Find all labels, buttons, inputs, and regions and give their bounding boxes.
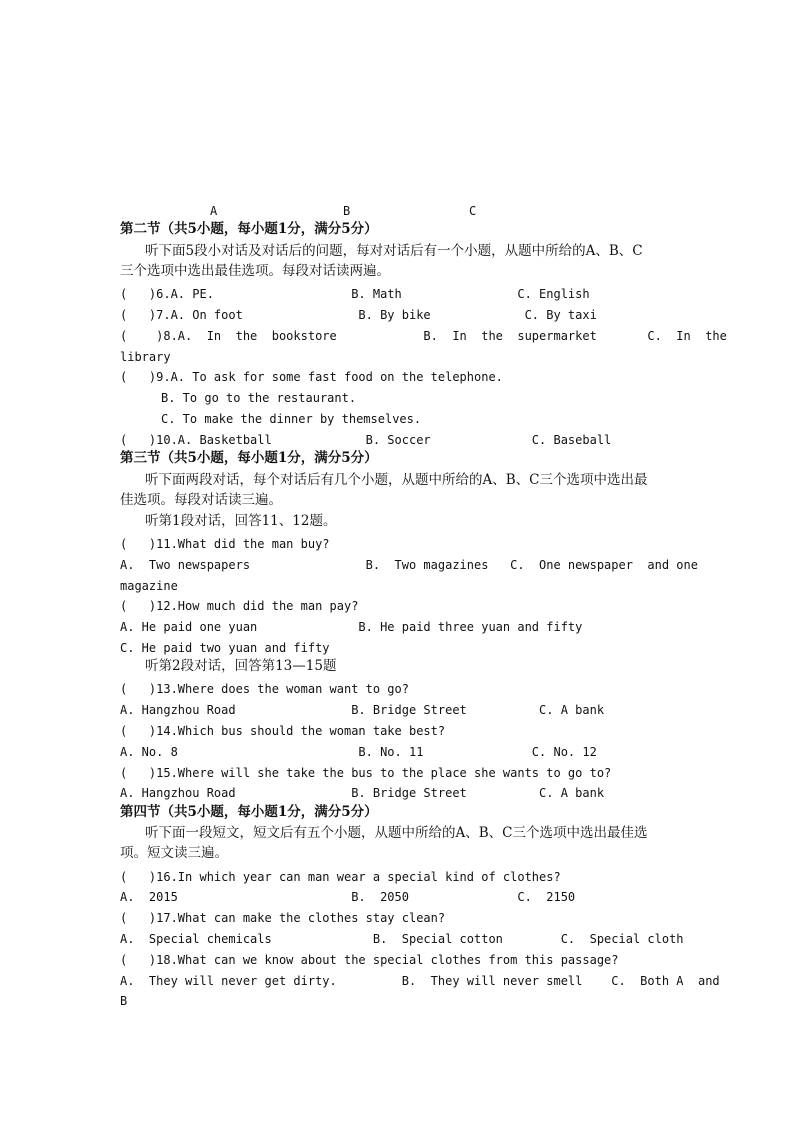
- question-16-options: A. 2015 B. 2050 C. 2150: [120, 890, 576, 904]
- question-17-options: A. Special chemicals B. Special cotton C. Special cloth: [120, 932, 684, 946]
- image-label-a: A: [210, 204, 218, 218]
- question-18-options: A. They will never get dirty. B. They will never smell C. Both A and: [120, 974, 720, 988]
- question-18: ( )18.What can we know about the special clothes from this passage?: [120, 953, 619, 967]
- question-9: ( )9.A. To ask for some fast food on the telephone.: [120, 370, 503, 384]
- question-12: ( )12.How much did the man pay?: [120, 599, 359, 613]
- dialogue-2-note: 听第2段对话，回答第13—15题: [145, 658, 337, 674]
- section2-instruction-cont: 三个选项中选出最佳选项。每段对话读两遍。: [120, 263, 390, 279]
- section3-instruction: 听下面两段对话，每个对话后有几个小题，从题中所给的A、B、C三个选项中选出最: [145, 472, 648, 488]
- question-11-options-cont: magazine: [120, 579, 178, 593]
- question-11-options: A. Two newspapers B. Two magazines C. One newspaper and one: [120, 558, 698, 572]
- section2-instruction: 听下面5段小对话及对话后的问题，每对对话后有一个小题，从题中所给的A、B、C: [145, 243, 643, 259]
- section4-instruction-cont: 项。短文读三遍。: [120, 845, 228, 861]
- question-18-options-cont: B: [120, 994, 128, 1008]
- question-13-options: A. Hangzhou Road B. Bridge Street C. A bank: [120, 703, 605, 717]
- question-16: ( )16.In which year can man wear a special kind of clothes?: [120, 870, 561, 884]
- question-15: ( )15.Where will she take the bus to the place she wants to go to?: [120, 766, 612, 780]
- image-label-c: C: [469, 204, 477, 218]
- question-14-options: A. No. 8 B. No. 11 C. No. 12: [120, 745, 597, 759]
- question-15-options: A. Hangzhou Road B. Bridge Street C. A bank: [120, 786, 605, 800]
- question-12-options: A. He paid one yuan B. He paid three yuan and fifty: [120, 620, 583, 634]
- question-10: ( )10.A. Basketball B. Soccer C. Baseball: [120, 433, 612, 447]
- dialogue-1-note: 听第1段对话，回答11、12题。: [145, 513, 337, 529]
- question-11: ( )11.What did the man buy?: [120, 537, 330, 551]
- question-12-option-c: C. He paid two yuan and fifty: [120, 641, 330, 655]
- question-9-option-b: B. To go to the restaurant.: [161, 391, 357, 405]
- section4-instruction: 听下面一段短文，短文后有五个小题，从题中所给的A、B、C三个选项中选出最佳选: [145, 825, 648, 841]
- section3-instruction-cont: 佳选项。每段对话读三遍。: [120, 492, 282, 508]
- question-17: ( )17.What can make the clothes stay clean?: [120, 911, 446, 925]
- question-6: ( )6.A. PE. B. Math C. English: [120, 287, 590, 301]
- question-14: ( )14.Which bus should the woman take best?: [120, 724, 446, 738]
- section2-heading: 第二节（共5小题，每小题1分，满分5分）: [120, 221, 378, 237]
- question-8-cont: library: [120, 350, 171, 364]
- question-8: ( )8.A. In the bookstore B. In the supermarket C. In the: [120, 329, 727, 343]
- question-13: ( )13.Where does the woman want to go?: [120, 682, 409, 696]
- section4-heading: 第四节（共5小题，每小题1分，满分5分）: [120, 804, 378, 820]
- question-7: ( )7.A. On foot B. By bike C. By taxi: [120, 308, 597, 322]
- question-9-option-c: C. To make the dinner by themselves.: [161, 412, 422, 426]
- image-label-b: B: [343, 204, 351, 218]
- section3-heading: 第三节（共5小题，每小题1分，满分5分）: [120, 450, 378, 466]
